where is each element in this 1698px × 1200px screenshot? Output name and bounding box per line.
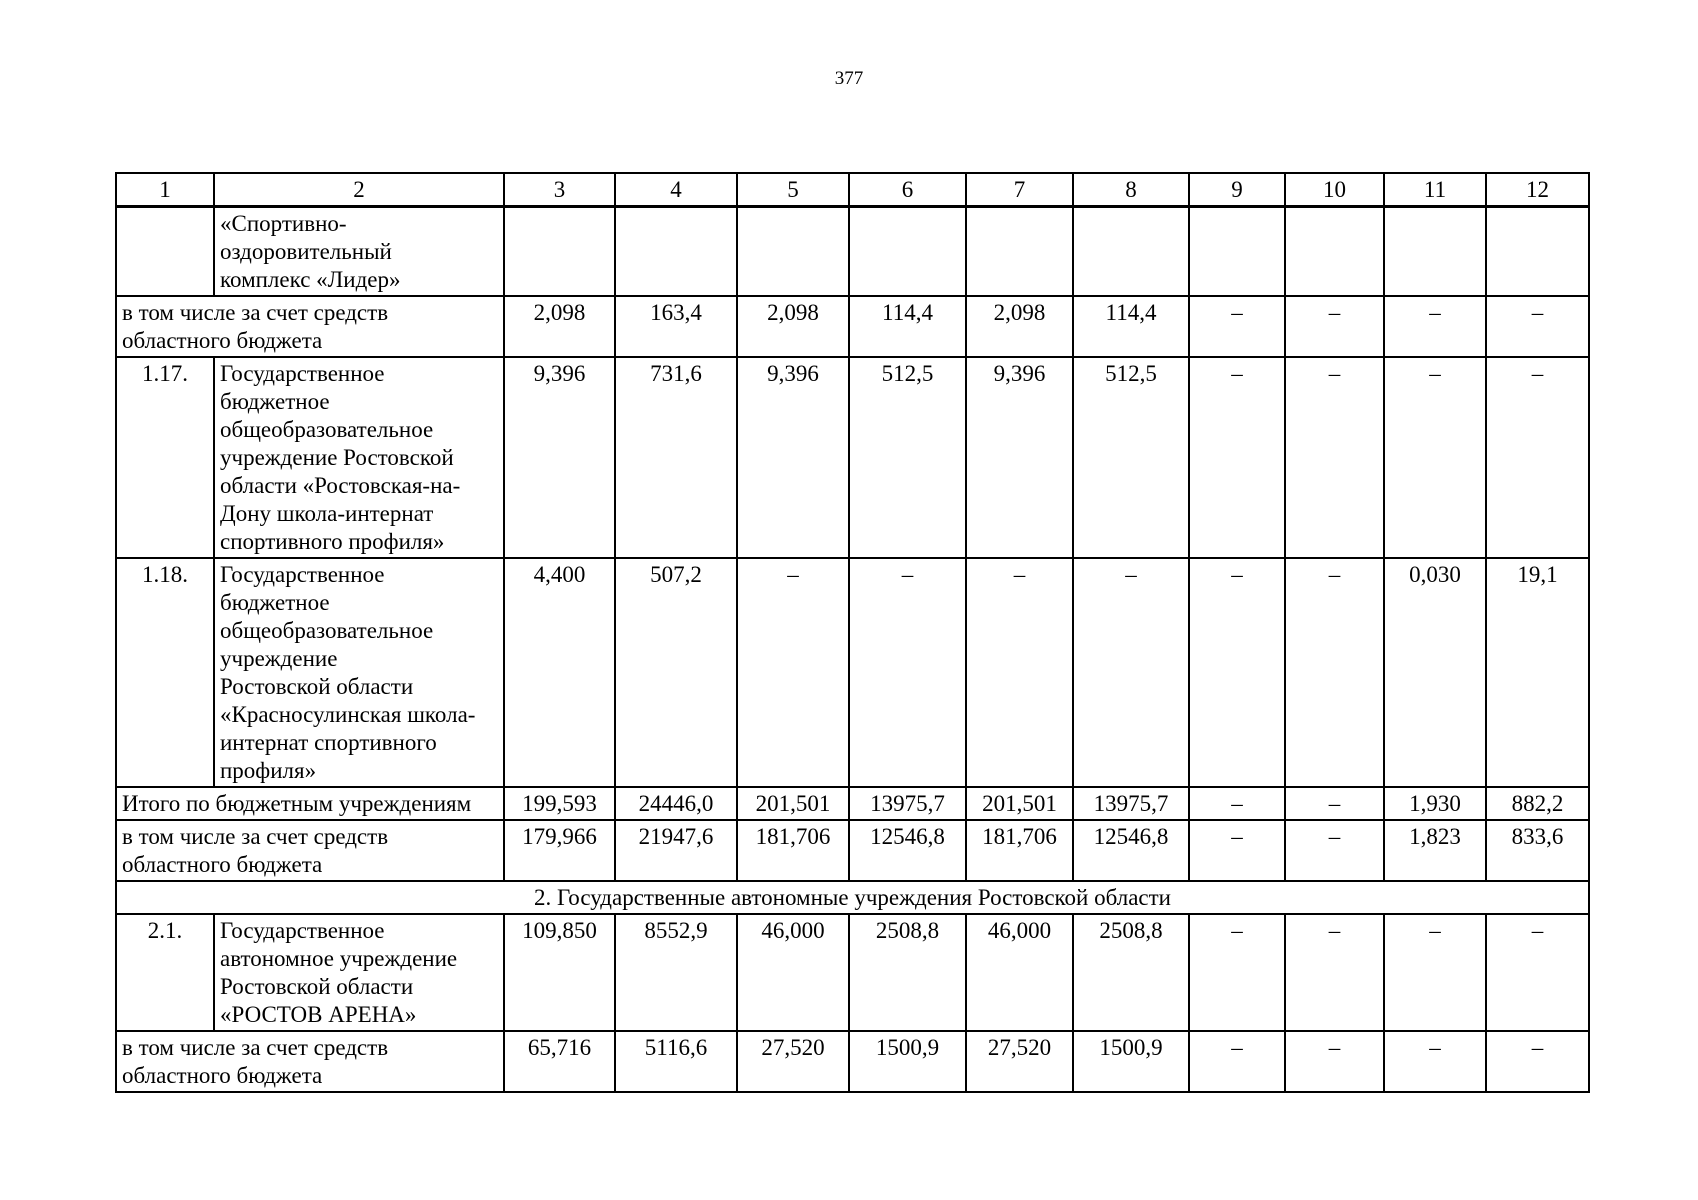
value-cell: – xyxy=(1189,820,1285,881)
value-cell: – xyxy=(1486,357,1589,558)
value-cell: – xyxy=(1189,787,1285,820)
value-cell: 46,000 xyxy=(966,914,1073,1031)
value-cell: 512,5 xyxy=(1073,357,1189,558)
value-cell: 0,030 xyxy=(1384,558,1486,787)
page-number: 377 xyxy=(834,68,864,89)
value-cell: – xyxy=(849,558,966,787)
value-cell: 8552,9 xyxy=(615,914,737,1031)
value-cell xyxy=(1285,207,1384,297)
column-number: 8 xyxy=(1073,173,1189,207)
value-cell: 507,2 xyxy=(615,558,737,787)
institution-name-cell xyxy=(214,558,504,787)
value-cell: 114,4 xyxy=(849,296,966,357)
value-cell: 201,501 xyxy=(737,787,849,820)
name-line: учреждение Ростовской xyxy=(220,445,454,470)
value-cell: 19,1 xyxy=(1486,558,1589,787)
table-row xyxy=(116,357,1589,558)
value-cell xyxy=(1384,207,1486,297)
value-cell: 9,396 xyxy=(966,357,1073,558)
column-number: 5 xyxy=(737,173,849,207)
table-row xyxy=(116,914,1589,1031)
value-cell: – xyxy=(966,558,1073,787)
column-number: 6 xyxy=(849,173,966,207)
value-cell: 2,098 xyxy=(504,296,615,357)
value-cell: 2508,8 xyxy=(1073,914,1189,1031)
section-header-row xyxy=(116,881,1589,914)
value-cell: 179,966 xyxy=(504,820,615,881)
name-line: Дону школа-интернат xyxy=(220,501,434,526)
row-label-cell xyxy=(116,820,504,881)
value-cell xyxy=(737,207,849,297)
row-label-cell xyxy=(116,296,504,357)
value-cell: – xyxy=(1384,296,1486,357)
row-index-cell: 2.1. xyxy=(116,914,214,1031)
column-number: 9 xyxy=(1189,173,1285,207)
value-cell: – xyxy=(1486,914,1589,1031)
value-cell: – xyxy=(1384,357,1486,558)
value-cell: – xyxy=(737,558,849,787)
table-row xyxy=(116,1031,1589,1092)
name-line: комплекс «Лидер» xyxy=(220,267,401,292)
value-cell xyxy=(1189,207,1285,297)
value-cell: – xyxy=(1285,787,1384,820)
value-cell: 2,098 xyxy=(737,296,849,357)
value-cell: 9,396 xyxy=(737,357,849,558)
name-line: учреждение xyxy=(220,646,338,671)
row-label-cell xyxy=(116,787,504,820)
value-cell: 24446,0 xyxy=(615,787,737,820)
value-cell: – xyxy=(1189,357,1285,558)
name-line: области «Ростовская-на- xyxy=(220,473,461,498)
value-cell: 12546,8 xyxy=(849,820,966,881)
value-cell: 731,6 xyxy=(615,357,737,558)
table-body xyxy=(116,173,1589,1092)
column-number: 11 xyxy=(1384,173,1486,207)
column-number-row xyxy=(116,173,1589,207)
column-number: 12 xyxy=(1486,173,1589,207)
value-cell xyxy=(615,207,737,297)
value-cell: – xyxy=(1285,914,1384,1031)
label-line: областного бюджета xyxy=(122,328,323,353)
value-cell: – xyxy=(1189,558,1285,787)
value-cell: 27,520 xyxy=(966,1031,1073,1092)
column-number: 10 xyxy=(1285,173,1384,207)
column-number: 1 xyxy=(116,173,214,207)
value-cell: 1,823 xyxy=(1384,820,1486,881)
name-line: интернат спортивного xyxy=(220,730,437,755)
value-cell: – xyxy=(1486,1031,1589,1092)
value-cell: 181,706 xyxy=(966,820,1073,881)
table-row xyxy=(116,558,1589,787)
institution-name-cell xyxy=(214,357,504,558)
value-cell: 833,6 xyxy=(1486,820,1589,881)
value-cell: 46,000 xyxy=(737,914,849,1031)
column-number: 7 xyxy=(966,173,1073,207)
value-cell xyxy=(1486,207,1589,297)
table-row xyxy=(116,820,1589,881)
institution-name-cell xyxy=(214,207,504,297)
row-index-cell xyxy=(116,207,214,297)
value-cell: 12546,8 xyxy=(1073,820,1189,881)
value-cell: 9,396 xyxy=(504,357,615,558)
name-line: оздоровительный xyxy=(220,239,392,264)
label-line: в том числе за счет средств xyxy=(122,1035,389,1060)
name-line: «Спортивно- xyxy=(220,211,347,236)
value-cell: – xyxy=(1285,357,1384,558)
name-line: Государственное xyxy=(220,918,385,943)
value-cell: – xyxy=(1486,296,1589,357)
value-cell: 5116,6 xyxy=(615,1031,737,1092)
table-row xyxy=(116,296,1589,357)
institution-name-cell xyxy=(214,914,504,1031)
value-cell: 13975,7 xyxy=(1073,787,1189,820)
value-cell: 21947,6 xyxy=(615,820,737,881)
label-line: в том числе за счет средств xyxy=(122,300,389,325)
row-label-cell xyxy=(116,1031,504,1092)
value-cell xyxy=(504,207,615,297)
value-cell: – xyxy=(1285,296,1384,357)
table-row xyxy=(116,207,1589,297)
label-line: Итого по бюджетным учреждениям xyxy=(122,791,472,816)
value-cell: 4,400 xyxy=(504,558,615,787)
row-index-cell: 1.17. xyxy=(116,357,214,558)
name-line: спортивного профиля» xyxy=(220,529,445,554)
name-line: автономное учреждение xyxy=(220,946,458,971)
column-number: 4 xyxy=(615,173,737,207)
name-line: Государственное xyxy=(220,361,385,386)
value-cell: – xyxy=(1285,558,1384,787)
name-line: профиля» xyxy=(220,758,317,783)
name-line: Государственное xyxy=(220,562,385,587)
value-cell xyxy=(966,207,1073,297)
value-cell: – xyxy=(1189,1031,1285,1092)
value-cell: 109,850 xyxy=(504,914,615,1031)
value-cell: 181,706 xyxy=(737,820,849,881)
value-cell: 114,4 xyxy=(1073,296,1189,357)
name-line: бюджетное xyxy=(220,389,330,414)
total-row xyxy=(116,787,1589,820)
value-cell: – xyxy=(1384,914,1486,1031)
column-number: 2 xyxy=(214,173,504,207)
row-index-cell: 1.18. xyxy=(116,558,214,787)
column-number: 3 xyxy=(504,173,615,207)
value-cell: – xyxy=(1285,820,1384,881)
value-cell: 1500,9 xyxy=(849,1031,966,1092)
name-line: Ростовской области xyxy=(220,674,414,699)
value-cell: 201,501 xyxy=(966,787,1073,820)
value-cell: 199,593 xyxy=(504,787,615,820)
value-cell: 512,5 xyxy=(849,357,966,558)
label-line: областного бюджета xyxy=(122,1063,323,1088)
value-cell: – xyxy=(1285,1031,1384,1092)
label-line: областного бюджета xyxy=(122,852,323,877)
value-cell: – xyxy=(1189,914,1285,1031)
name-line: общеобразовательное xyxy=(220,417,434,442)
value-cell: 2508,8 xyxy=(849,914,966,1031)
value-cell xyxy=(849,207,966,297)
name-line: бюджетное xyxy=(220,590,330,615)
value-cell xyxy=(1073,207,1189,297)
value-cell: – xyxy=(1189,296,1285,357)
name-line: общеобразовательное xyxy=(220,618,434,643)
value-cell: 1500,9 xyxy=(1073,1031,1189,1092)
label-line: в том числе за счет средств xyxy=(122,824,389,849)
budget-table xyxy=(115,172,1590,1093)
value-cell: 27,520 xyxy=(737,1031,849,1092)
value-cell: 163,4 xyxy=(615,296,737,357)
value-cell: – xyxy=(1073,558,1189,787)
name-line: «Красносулинская школа- xyxy=(220,702,476,727)
value-cell: 1,930 xyxy=(1384,787,1486,820)
value-cell: 65,716 xyxy=(504,1031,615,1092)
value-cell: – xyxy=(1384,1031,1486,1092)
name-line: Ростовской области xyxy=(220,974,414,999)
value-cell: 2,098 xyxy=(966,296,1073,357)
value-cell: 882,2 xyxy=(1486,787,1589,820)
name-line: «РОСТОВ АРЕНА» xyxy=(220,1002,417,1027)
value-cell: 13975,7 xyxy=(849,787,966,820)
section-title: 2. Государственные автономные учреждения Ростовской области xyxy=(116,881,1589,914)
